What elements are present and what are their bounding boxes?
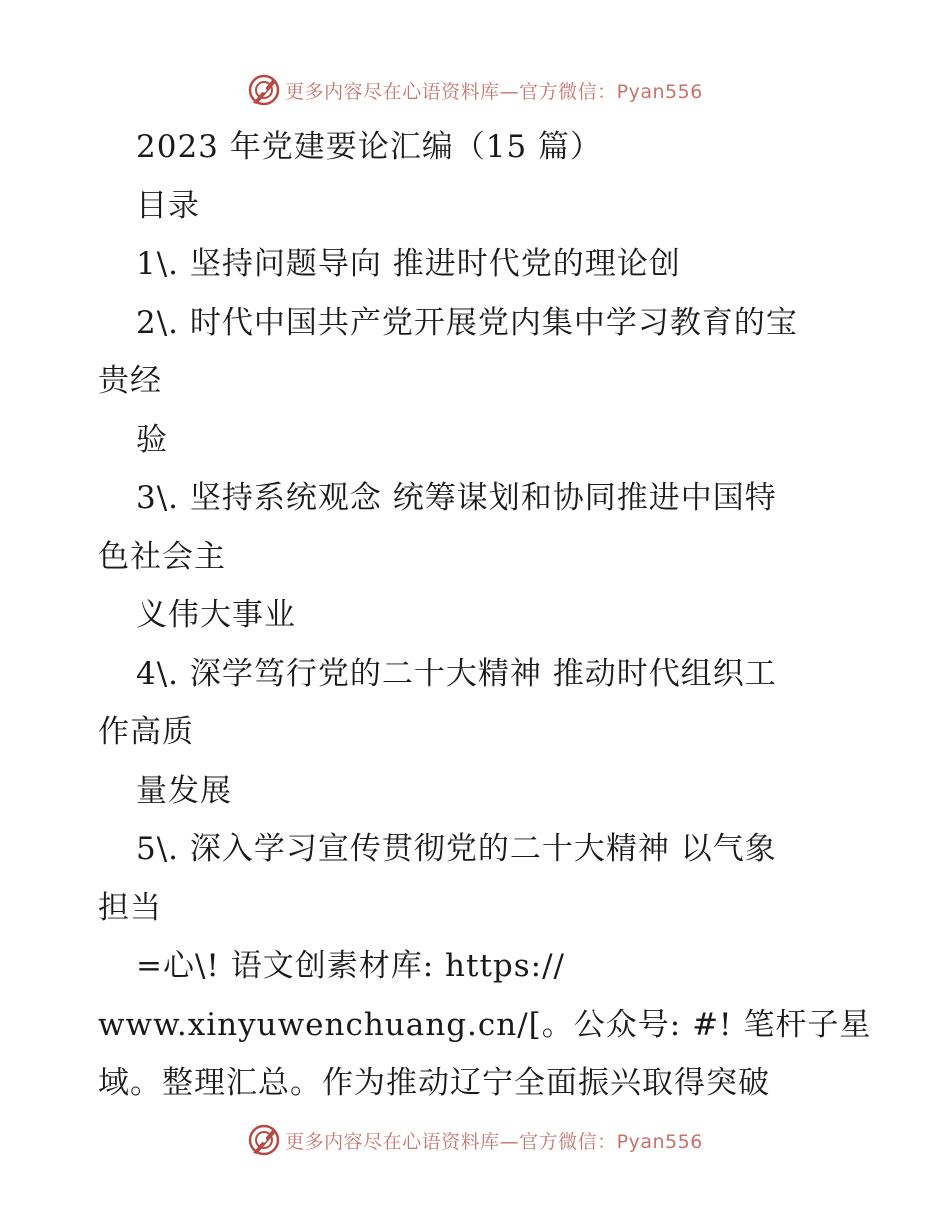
footer-watermark [247,1123,703,1157]
document-line: 4\. 深学笃行党的二十大精神 推动时代组织工 [136,655,777,692]
header-watermark-banner [0,70,950,110]
footer-watermark-text: 更多内容尽在心语资料库—官方微信：Pyan556 [285,1130,703,1153]
document-line: www.xinyuwenchuang.cn/[。公众号: #! 笔杆子星 [98,1006,872,1043]
document-line: 色社会主 [98,538,226,575]
document-line: 5\. 深入学习宣传贯彻党的二十大精神 以气象 [136,831,777,867]
document-line: 域。整理汇总。作为推动辽宁全面振兴取得突破 [98,1065,770,1101]
document-line: 量发展 [136,772,232,809]
document-line: 目录 [136,187,200,224]
document-line: 验 [136,421,168,458]
document-line: 担当 [98,889,162,926]
document-body [98,118,872,1113]
header-watermark-text: 更多内容尽在心语资料库—官方微信：Pyan556 [285,80,703,103]
quill-logo-icon [247,73,281,107]
document-line: 3\. 坚持系统观念 统筹谋划和协同推进中国特 [136,480,777,516]
footer-watermark-banner [0,1120,950,1160]
document-line: 1\. 坚持问题导向 推进时代党的理论创 [136,246,681,282]
quill-logo-icon [247,1123,281,1157]
document-line: =心\! 语文创素材库: https:// [136,948,565,984]
document-line: 贵经 [98,363,162,399]
header-watermark [247,73,703,107]
document-line: 作高质 [98,714,194,750]
document-line: 2\. 时代中国共产党开展党内集中学习教育的宝 [136,304,798,341]
document-line: 义伟大事业 [136,597,296,633]
document-line: 2023 年党建要论汇编（15 篇） [136,129,603,165]
